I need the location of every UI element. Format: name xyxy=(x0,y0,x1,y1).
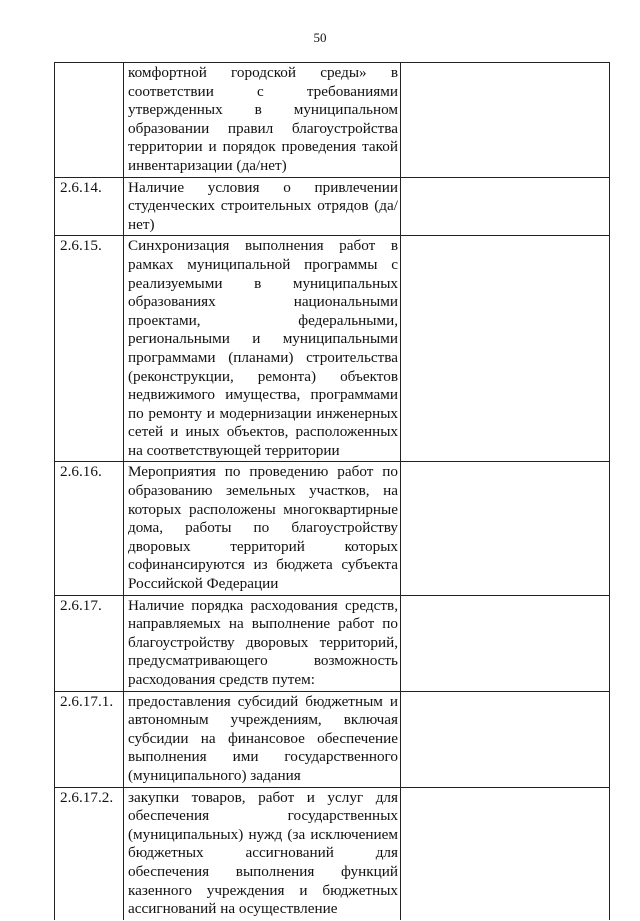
table-row xyxy=(55,177,610,236)
item-value-cell xyxy=(401,177,610,236)
item-text: закупки товаров, работ и услуг для обеспечения государственных (муниципальных) нужд (за исключением бюджетных ассигнований для обеспечения выполнения функций казенного учреждения и бюджетных ассигнований на осуществление xyxy=(124,787,401,920)
table-row xyxy=(55,63,610,178)
item-number: 2.6.17.2. xyxy=(55,787,124,920)
table-row xyxy=(55,595,610,691)
page-number: 50 xyxy=(313,30,327,45)
item-value-cell xyxy=(401,787,610,920)
item-number: 2.6.16. xyxy=(55,462,124,595)
item-text: Мероприятия по проведению работ по образованию земельных участков, на которых расположены многоквартирные дома, работы по благоустройству дворовых территорий которых софинансируются из бюджета субъекта Российской Федерации xyxy=(124,462,401,595)
item-text: Наличие условия о привлечении студенческих строительных отрядов (да/нет) xyxy=(124,177,401,236)
item-number: 2.6.17.1. xyxy=(55,691,124,787)
item-value-cell xyxy=(401,691,610,787)
table-row xyxy=(55,462,610,595)
item-number: 2.6.15. xyxy=(55,236,124,462)
item-text: Наличие порядка расходования средств, направляемых на выполнение работ по благоустройству дворовых территорий, предусматривающего возможность расходования средств путем: xyxy=(124,595,401,691)
table-row xyxy=(55,691,610,787)
item-value-cell xyxy=(401,595,610,691)
item-text: комфортной городской среды» в соответствии с требованиями утвержденных в муниципальном образовании правил благоустройства территории и порядок проведения такой инвентаризации (да/нет) xyxy=(124,63,401,178)
item-value-cell xyxy=(401,63,610,178)
item-text: Синхронизация выполнения работ в рамках муниципальной программы с реализуемыми в муниципальных образованиях национальными проектами, федеральными, региональными и муниципальными программами (планами) строительства (реконструкции, ремонта) объектов недвижимого имущества, программами по ремонту и модернизации инженерных сетей и иных объектов, расположенных на соответствующей территории xyxy=(124,236,401,462)
indicators-table xyxy=(54,62,610,920)
item-number xyxy=(55,63,124,178)
item-number: 2.6.14. xyxy=(55,177,124,236)
item-number: 2.6.17. xyxy=(55,595,124,691)
item-text: предоставления субсидий бюджетным и автономным учреждениям, включая субсидии на финансовое обеспечение выполнения ими государственного (муниципального) задания xyxy=(124,691,401,787)
item-value-cell xyxy=(401,462,610,595)
table-row xyxy=(55,236,610,462)
table-row xyxy=(55,787,610,920)
item-value-cell xyxy=(401,236,610,462)
